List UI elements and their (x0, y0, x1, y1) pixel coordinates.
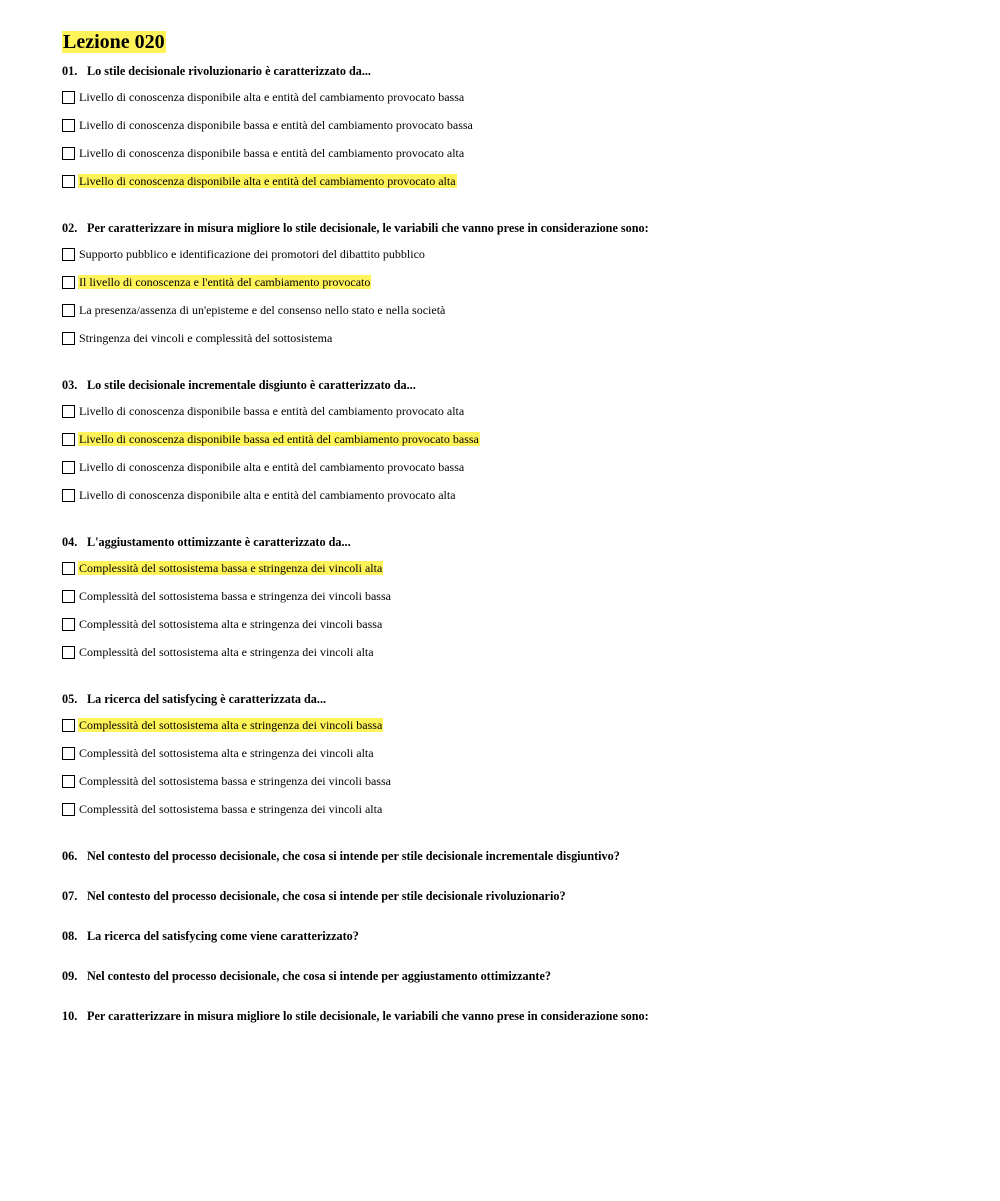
question-number: 07. (62, 889, 78, 903)
checkbox[interactable] (62, 719, 75, 732)
answer-text: Livello di conoscenza disponibile alta e entità del cambiamento provocato alta (79, 488, 456, 502)
answer-option[interactable] (62, 240, 962, 268)
page-title: Lezione 020 (63, 31, 165, 53)
answer-option[interactable] (62, 111, 962, 139)
answer-option[interactable] (62, 453, 962, 481)
answer-text: Livello di conoscenza disponibile alta e entità del cambiamento provocato bassa (79, 460, 465, 474)
answer-option[interactable] (62, 554, 962, 582)
question-number: 08. (62, 929, 78, 943)
checkbox[interactable] (62, 433, 75, 446)
answer-option[interactable] (62, 767, 962, 795)
checkbox[interactable] (62, 332, 75, 345)
answer-text: Complessità del sottosistema bassa e stringenza dei vincoli bassa (79, 589, 391, 603)
answer-option[interactable] (62, 638, 962, 666)
open-question (62, 1008, 962, 1024)
question-text: Lo stile decisionale rivoluzionario è caratterizzato da... (87, 64, 371, 78)
answer-text: Complessità del sottosistema bassa e stringenza dei vincoli bassa (79, 774, 391, 788)
answer-option[interactable] (62, 795, 962, 823)
answer-option[interactable] (62, 296, 962, 324)
question-block (62, 377, 962, 509)
answer-text-highlighted: Complessità del sottosistema bassa e stringenza dei vincoli alta (79, 561, 383, 575)
question-number: 03. (62, 378, 78, 392)
question-text: Per caratterizzare in misura migliore lo stile decisionale, le variabili che vanno prese in considerazione sono: (87, 1009, 649, 1023)
question-text: Nel contesto del processo decisionale, che cosa si intende per stile decisionale incrementale disgiuntivo? (87, 849, 620, 863)
answer-option[interactable] (62, 425, 962, 453)
question-number: 04. (62, 535, 78, 549)
checkbox[interactable] (62, 461, 75, 474)
question-text: Lo stile decisionale incrementale disgiunto è caratterizzato da... (87, 378, 416, 392)
question-heading (62, 377, 962, 393)
answer-text: La presenza/assenza di un'episteme e del consenso nello stato e nella società (79, 303, 446, 317)
checkbox[interactable] (62, 747, 75, 760)
answer-option[interactable] (62, 610, 962, 638)
checkbox[interactable] (62, 147, 75, 160)
checkbox[interactable] (62, 119, 75, 132)
checkbox[interactable] (62, 91, 75, 104)
answer-text-highlighted: Complessità del sottosistema alta e stringenza dei vincoli bassa (79, 718, 383, 732)
question-heading (62, 534, 962, 550)
checkbox[interactable] (62, 803, 75, 816)
question-text: Per caratterizzare in misura migliore lo stile decisionale, le variabili che vanno prese in considerazione sono: (87, 221, 649, 235)
question-number: 09. (62, 969, 78, 983)
answer-option[interactable] (62, 83, 962, 111)
checkbox[interactable] (62, 562, 75, 575)
question-text: La ricerca del satisfycing come viene caratterizzato? (87, 929, 359, 943)
question-text: Nel contesto del processo decisionale, che cosa si intende per aggiustamento ottimizzante? (87, 969, 551, 983)
checkbox[interactable] (62, 304, 75, 317)
open-question (62, 928, 962, 944)
answer-text-highlighted: Livello di conoscenza disponibile bassa ed entità del cambiamento provocato bassa (79, 432, 479, 446)
answer-text: Complessità del sottosistema alta e stringenza dei vincoli bassa (79, 617, 383, 631)
answer-text: Stringenza dei vincoli e complessità del sottosistema (79, 331, 333, 345)
answer-option[interactable] (62, 268, 962, 296)
question-block (62, 691, 962, 823)
open-question (62, 888, 962, 904)
question-block (62, 534, 962, 666)
question-text: Nel contesto del processo decisionale, che cosa si intende per stile decisionale rivoluzionario? (87, 889, 566, 903)
answer-text: Supporto pubblico e identificazione dei promotori del dibattito pubblico (79, 247, 425, 261)
checkbox[interactable] (62, 618, 75, 631)
question-heading (62, 220, 962, 236)
question-number: 05. (62, 692, 78, 706)
answer-text: Complessità del sottosistema alta e stringenza dei vincoli alta (79, 746, 374, 760)
checkbox[interactable] (62, 248, 75, 261)
answer-option[interactable] (62, 324, 962, 352)
question-block (62, 63, 962, 195)
answer-text: Livello di conoscenza disponibile bassa e entità del cambiamento provocato bassa (79, 118, 473, 132)
checkbox[interactable] (62, 175, 75, 188)
checkbox[interactable] (62, 405, 75, 418)
checkbox[interactable] (62, 276, 75, 289)
open-question (62, 968, 962, 984)
answer-text: Complessità del sottosistema alta e stringenza dei vincoli alta (79, 645, 374, 659)
answer-option[interactable] (62, 139, 962, 167)
question-number: 10. (62, 1009, 78, 1023)
answer-text: Livello di conoscenza disponibile alta e entità del cambiamento provocato bassa (79, 90, 465, 104)
question-text: L'aggiustamento ottimizzante è caratterizzato da... (87, 535, 351, 549)
answer-option[interactable] (62, 739, 962, 767)
question-block (62, 220, 962, 352)
question-text: La ricerca del satisfycing è caratterizzata da... (87, 692, 327, 706)
question-number: 01. (62, 64, 78, 78)
checkbox[interactable] (62, 646, 75, 659)
checkbox[interactable] (62, 590, 75, 603)
answer-option[interactable] (62, 481, 962, 509)
question-heading (62, 691, 962, 707)
answer-text: Complessità del sottosistema bassa e stringenza dei vincoli alta (79, 802, 383, 816)
question-number: 06. (62, 849, 78, 863)
question-heading (62, 63, 962, 79)
answer-option[interactable] (62, 711, 962, 739)
answer-option[interactable] (62, 582, 962, 610)
open-question (62, 848, 962, 864)
answer-text: Livello di conoscenza disponibile bassa e entità del cambiamento provocato alta (79, 146, 465, 160)
checkbox[interactable] (62, 489, 75, 502)
question-number: 02. (62, 221, 78, 235)
answer-option[interactable] (62, 167, 962, 195)
checkbox[interactable] (62, 775, 75, 788)
answer-option[interactable] (62, 397, 962, 425)
answer-text-highlighted: Livello di conoscenza disponibile alta e entità del cambiamento provocato alta (79, 174, 456, 188)
answer-text-highlighted: Il livello di conoscenza e l'entità del cambiamento provocato (79, 275, 371, 289)
document-page (62, 31, 962, 1048)
answer-text: Livello di conoscenza disponibile bassa e entità del cambiamento provocato alta (79, 404, 465, 418)
